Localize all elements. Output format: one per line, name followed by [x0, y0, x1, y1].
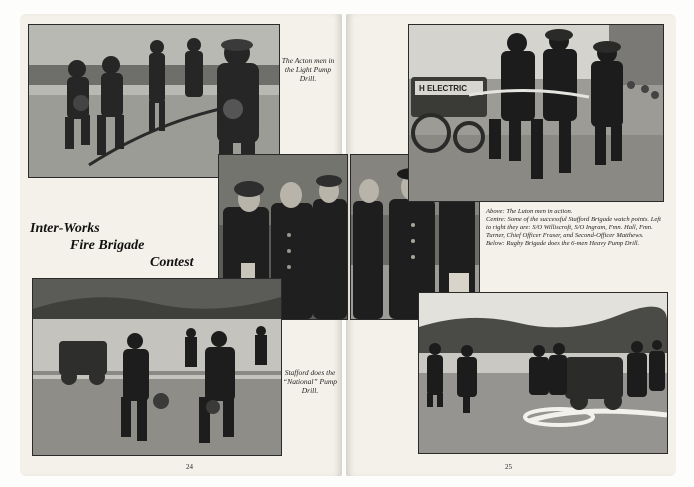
page-number-left: 24	[186, 463, 193, 471]
article-title-line-2: Fire Brigade	[70, 238, 145, 253]
article-title-line-1: Inter-Works	[30, 221, 100, 236]
caption-stafford: Stafford does the “National” Pump Drill.	[283, 368, 337, 395]
caption-luton-above: Above: The Luton men in action.	[486, 208, 573, 215]
photo-stafford-national-pump-drill	[32, 278, 282, 456]
caption-acton: The Acton men in the Light Pump Drill.	[281, 56, 335, 83]
page-number-right: 25	[505, 463, 512, 471]
article-title-line-3: Contest	[150, 255, 194, 270]
caption-luton-centre: Centre: Some of the successful Stafford Brigade watch points. Left to right they are: S/O Williscroft, S/O Ingram, Fmn. Hall, Fmn. Turner, Chief Officer Fraser, and Second-Officer Matthews.	[486, 216, 661, 240]
caption-luton-below: Below: Rugby Brigade does the 6-men Heavy Pump Drill.	[486, 240, 640, 248]
cart-sign-text: H ELECTRIC	[419, 84, 467, 93]
photo-luton-in-action	[408, 24, 664, 202]
photo-rugby-heavy-pump-drill	[418, 292, 668, 454]
caption-luton-group	[486, 208, 666, 248]
